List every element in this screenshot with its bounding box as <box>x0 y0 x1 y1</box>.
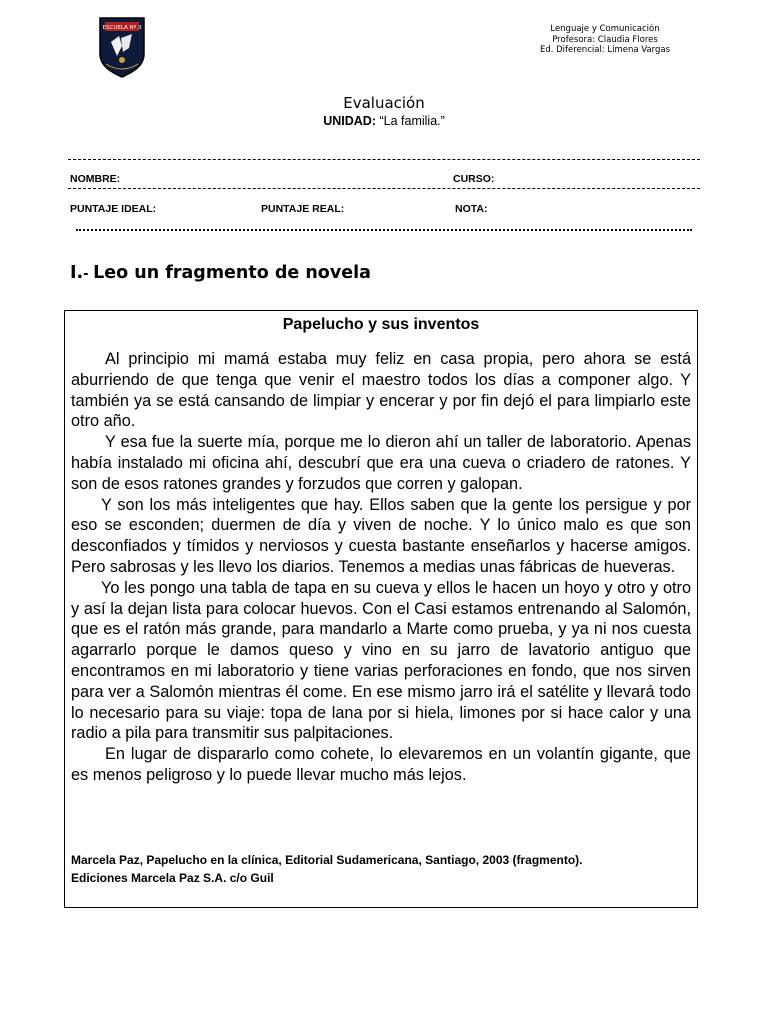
divider <box>68 159 700 160</box>
paragraph: Y esa fue la suerte mía, porque me lo dieron ahí un taller de laboratorio. Apenas había instalado mi oficina ahí, descubrí que era una cueva o criadero de ratones. Y son de esos ratones grandes y forzudos que corren y galopan. <box>71 433 691 493</box>
unit-label: UNIDAD: <box>323 114 376 128</box>
reading-text <box>71 349 691 786</box>
document-title: Evaluación <box>343 94 425 112</box>
subject-line: Lenguaje y Comunicación <box>550 24 660 34</box>
puntaje-ideal-field[interactable]: PUNTAJE IDEAL: <box>70 203 157 215</box>
paragraph: Yo les pongo una tabla de tapa en su cueva y ellos le hacen un hoyo y otro y otro y así la dejan lista para colocar huevos. Con el Casi estamos entrenando al Salomón, que es el ratón más grande, para mandarlo a Marte como prueba, y ya ni nos cuesta agarrarlo porque le damos queso y vino en su jarro de lavatorio antiguo que encontramos en mi laboratorio y tiene varias perforaciones en fondo, que nos sirven para ver a Salomón mientras él come. En ese mismo jarro irá el satélite y llevará todo lo necesario para su viaje: topa de lana por si hiela, limones por si hace calor y una radio a pila para transmitir sus palpitaciones. <box>71 578 691 743</box>
paragraph: Al principio mi mamá estaba muy feliz en casa propia, pero ahora se está aburriendo de que tenga que venir el maestro todos los días a componer algo. Y también ya se está cansando de limpiar y encerar y por fin dejó el para limpiarlo este otro año. <box>71 350 691 431</box>
teacher-line: Profesora: Claudia Flores <box>552 34 658 45</box>
puntaje-real-field[interactable]: PUNTAJE REAL: <box>261 203 345 215</box>
unit-line <box>0 114 768 128</box>
section-number: I. <box>70 263 84 283</box>
section-title: Leo un fragmento de novela <box>93 263 371 283</box>
source-credit <box>71 851 691 887</box>
reading-box <box>64 310 698 908</box>
credit-line: Marcela Paz, Papelucho en la clínica, Editorial Sudamericana, Santiago, 2003 (fragmento). <box>71 853 583 867</box>
school-logo <box>98 16 146 78</box>
paragraph: Y son los más inteligentes que hay. Ellos saben que la gente los persigue y por eso se esconden; duermen de día y viven de noche. Y lo único malo es que son desconfiados y tímidos y nerviosos y cuesta bastante enseñarlos y hacerse amigos. Pero sabrosas y les llevo los diarios. Tenemos a medias unas fábricas de hueveras. <box>71 495 691 576</box>
section-separator: - <box>83 267 94 282</box>
reading-title: Papelucho y sus inventos <box>282 316 480 333</box>
staff-info <box>520 24 690 56</box>
special-ed-line: Ed. Diferencial: Limena Vargas <box>539 45 671 55</box>
nombre-field[interactable]: NOMBRE: <box>70 173 121 185</box>
nota-field[interactable]: NOTA: <box>455 203 488 215</box>
paragraph: En lugar de dispararlo como cohete, lo elevaremos en un volantín gigante, que es menos peligroso y lo puede llevar mucho más lejos. <box>71 745 691 784</box>
curso-field[interactable]: CURSO: <box>453 173 495 185</box>
divider <box>68 188 700 189</box>
credit-line: Ediciones Marcela Paz S.A. c/o Guil <box>71 871 274 885</box>
svg-text:ESCUELA Nº 3: ESCUELA Nº 3 <box>102 25 142 31</box>
section-heading <box>70 263 371 283</box>
dotted-divider <box>76 229 692 231</box>
unit-value: “La familia.” <box>379 114 445 128</box>
